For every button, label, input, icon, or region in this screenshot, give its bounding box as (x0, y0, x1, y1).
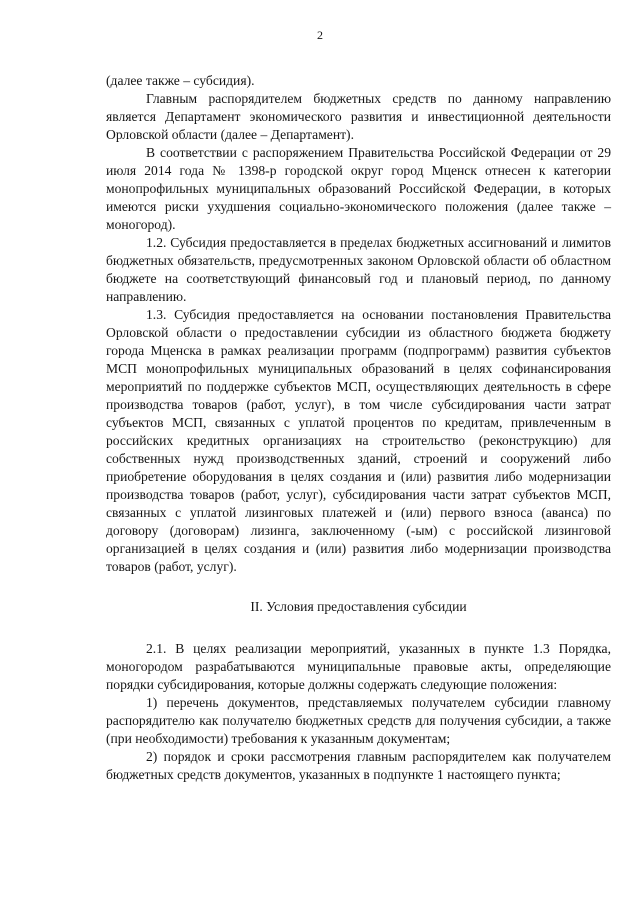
paragraph-1-2: 1.2. Субсидия предоставляется в пределах бюджетных ассигнований и лимитов бюджетных обязательств, предусмотренных законом Орловской области об областном бюджете на соответствующий финансовый год и плановый период, по данному направлению. (106, 235, 611, 304)
paragraph-subsidy-continuation: (далее также – субсидия). (106, 73, 255, 88)
section-heading: II. Условия предоставления субсидии (250, 599, 467, 614)
paragraph-main-administrator: Главным распорядителем бюджетных средств по данному направлению является Департамент экономического развития и инвестиционной деятельности Орловской области (далее – Департамент). (106, 91, 611, 142)
paragraph-2-1: 2.1. В целях реализации мероприятий, указанных в пункте 1.3 Порядка, моногородом разрабатываются муниципальные правовые акты, определяющие порядки субсидирования, которые должны содержать следующие положения: (106, 641, 611, 692)
paragraph-monotown-order: В соответствии с распоряжением Правительства Российской Федерации от 29 июля 2014 года № 1398-р городской округ город Мценск отнесен к категории монопрофильных муниципальных образований Российской Федерации, в которых имеются риски ухудшения социально-экономического положения (далее также – моногород). (106, 145, 611, 232)
paragraph-2-1-item-2: 2) порядок и сроки рассмотрения главным распорядителем как получателем бюджетных средств документов, указанных в подпункте 1 настоящего пункта; (106, 749, 611, 782)
paragraph-1-3: 1.3. Субсидия предоставляется на основании постановления Правительства Орловской области о предоставлении субсидии из областного бюджета бюджету города Мценска в рамках реализации программ (подпрограмм) развития субъектов МСП монопрофильных муниципальных образований в целях софинансирования мероприятий по поддержке субъектов МСП, осуществляющих деятельность в сфере производства товаров (работ, услуг), в том числе субсидирования части затрат субъектов МСП, связанных с уплатой процентов по кредитам, привлеченным в российских кредитных организациях на строительство (реконструкцию) для собственных нужд производственных зданий, строений и сооружений либо приобретение оборудования в целях создания и (или) развития либо модернизации производства товаров (работ, услуг), субсидирования части затрат субъектов МСП, связанных с уплатой лизинговых платежей и (или) первого взноса (аванса) по договору (договорам) лизинга, заключенному (-ым) с российской лизинговой организацией в целях создания и (или) развития либо модернизации производства товаров (работ, услуг). (106, 307, 611, 574)
page-number: 2 (317, 28, 323, 42)
paragraph-2-1-item-1: 1) перечень документов, представляемых получателем субсидии главному распорядителю как получателю бюджетных средств для получения субсидии, а также (при необходимости) требования к указанным документам; (106, 695, 611, 746)
document-body (106, 72, 611, 784)
